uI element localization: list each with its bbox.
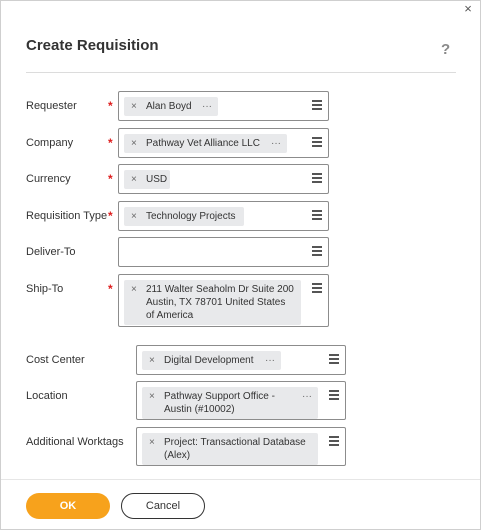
ship-to-pill[interactable] xyxy=(124,280,301,325)
more-icon[interactable]: ··· xyxy=(202,101,212,112)
additional-worktags-label: Additional Worktags xyxy=(26,436,124,448)
additional-worktags-pill[interactable] xyxy=(142,433,318,465)
requisition-type-pill[interactable] xyxy=(124,207,244,226)
currency-value: USD xyxy=(146,174,168,185)
remove-icon[interactable]: × xyxy=(131,174,137,185)
remove-icon[interactable]: × xyxy=(131,101,137,112)
location-pill[interactable] xyxy=(142,387,318,419)
required-marker: * xyxy=(108,136,113,150)
currency-pill[interactable] xyxy=(124,170,170,189)
requester-label: Requester xyxy=(26,100,77,112)
prompt-list-icon[interactable] xyxy=(310,99,322,110)
remove-icon[interactable]: × xyxy=(131,138,137,149)
remove-icon[interactable]: × xyxy=(131,211,137,222)
required-marker: * xyxy=(108,172,113,186)
ok-button[interactable]: OK xyxy=(26,493,110,519)
company-pill[interactable] xyxy=(124,134,287,153)
cost-center-field[interactable] xyxy=(136,345,346,375)
deliver-to-field[interactable] xyxy=(118,237,329,267)
close-icon[interactable]: × xyxy=(464,1,472,16)
currency-label: Currency xyxy=(26,173,71,185)
prompt-list-icon[interactable] xyxy=(310,172,322,183)
ship-to-field[interactable] xyxy=(118,274,329,327)
remove-icon[interactable]: × xyxy=(149,355,155,366)
ship-to-label: Ship-To xyxy=(26,283,64,295)
prompt-list-icon[interactable] xyxy=(327,389,339,400)
requisition-type-label: Requisition Type xyxy=(26,210,108,222)
company-label: Company xyxy=(26,137,74,149)
location-label: Location xyxy=(26,390,68,402)
additional-worktags-value: Project: Transactional Database (Alex) xyxy=(164,437,306,461)
more-icon[interactable]: ··· xyxy=(265,355,275,366)
requester-pill[interactable] xyxy=(124,97,218,116)
cancel-button[interactable]: Cancel xyxy=(121,493,205,519)
location-value: Pathway Support Office - Austin (#10002) xyxy=(164,391,275,415)
cost-center-pill[interactable] xyxy=(142,351,281,370)
location-field[interactable] xyxy=(136,381,346,420)
required-marker: * xyxy=(108,99,113,113)
prompt-list-icon[interactable] xyxy=(310,282,322,293)
remove-icon[interactable]: × xyxy=(131,284,137,295)
requester-value: Alan Boyd xyxy=(146,101,192,112)
prompt-list-icon[interactable] xyxy=(327,353,339,364)
cost-center-value: Digital Development xyxy=(164,355,254,366)
requester-field[interactable] xyxy=(118,91,329,121)
prompt-list-icon[interactable] xyxy=(327,435,339,446)
deliver-to-label: Deliver-To xyxy=(26,246,76,258)
dialog-title: Create Requisition xyxy=(26,37,159,54)
currency-field[interactable] xyxy=(118,164,329,194)
ship-to-value: 211 Walter Seaholm Dr Suite 200 Austin, TX 78701 United States of America xyxy=(146,284,294,321)
more-icon[interactable]: ··· xyxy=(302,391,312,402)
remove-icon[interactable]: × xyxy=(149,437,155,448)
header-divider xyxy=(26,72,456,73)
required-marker: * xyxy=(108,209,113,223)
requisition-type-value: Technology Projects xyxy=(146,211,236,222)
footer-divider xyxy=(1,479,480,480)
requisition-type-field[interactable] xyxy=(118,201,329,231)
cost-center-label: Cost Center xyxy=(26,354,85,366)
more-icon[interactable]: ··· xyxy=(271,138,281,149)
prompt-list-icon[interactable] xyxy=(310,245,322,256)
prompt-list-icon[interactable] xyxy=(310,209,322,220)
help-icon[interactable]: ? xyxy=(441,41,451,58)
remove-icon[interactable]: × xyxy=(149,391,155,402)
company-field[interactable] xyxy=(118,128,329,158)
required-marker: * xyxy=(108,282,113,296)
additional-worktags-field[interactable] xyxy=(136,427,346,466)
company-value: Pathway Vet Alliance LLC xyxy=(146,138,260,149)
prompt-list-icon[interactable] xyxy=(310,136,322,147)
